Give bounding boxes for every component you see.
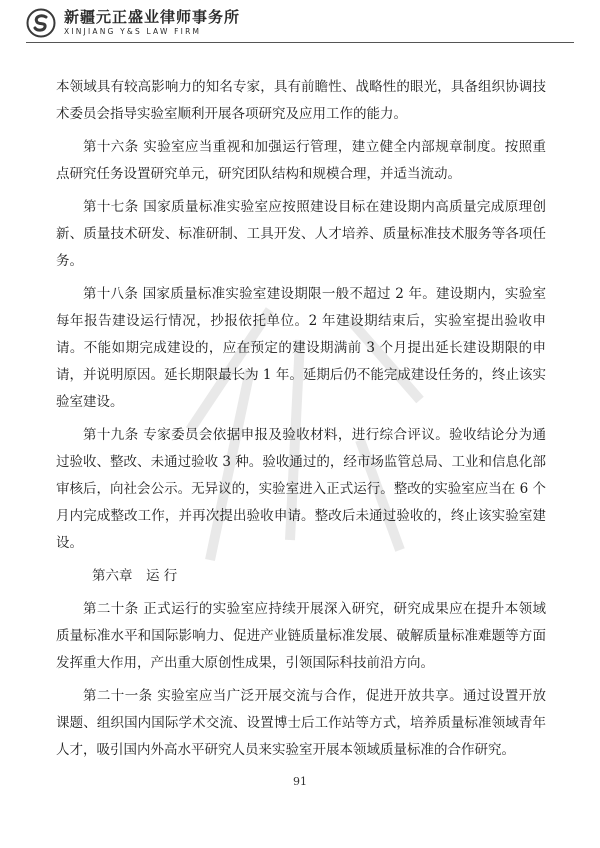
article-16: 第十六条 实验室应当重视和加强运行管理，建立健全内部规章制度。按照重点研究任务设置研究单元，研究团队结构和规模合理，并适当流动。 (56, 139, 546, 182)
article-17: 第十七条 国家质量标准实验室应按照建设目标在建设期内高质量完成原理创新、质量技术研发、标准研制、工具开发、人才培养、质量标准技术服务等各项任务。 (56, 199, 546, 269)
article-19: 第十九条 专家委员会依据申报及验收材料，进行综合评议。验收结论分为通过验收、整改、未通过验收 3 种。验收通过的，经市场监管总局、工业和信息化部审核后，向社会公示。无异议的，实验室进入正式运行。整改的实验室应当在 6 个月内完成整改工作，并再次提出验收申请。整改后未通过验收的，终止该实验室建设。 (56, 427, 546, 551)
firm-name-en: XINJIANG Y&S LAW FIRM (64, 27, 202, 37)
article-20: 第二十条 正式运行的实验室应持续开展深入研究，研究成果应在提升本领域质量标准水平和国际影响力、促进产业链质量标准发展、破解质量标准难题等方面发挥重大作用，产出重大原创性成果，引领国际科技前沿方向。 (56, 601, 546, 671)
article-21: 第二十一条 实验室应当广泛开展交流与合作，促进开放共享。通过设置开放课题、组织国内国际学术交流、设置博士后工作站等方式，培养质量标准领域青年人才，吸引国内外高水平研究人员来实验室开展本领域质量标准的合作研究。 (56, 688, 546, 758)
page-header (26, 6, 240, 40)
firm-logo-icon (26, 8, 56, 38)
page-number: 91 (293, 775, 307, 788)
chapter-heading: 第六章 运 行 (92, 568, 178, 584)
paragraph-continued: 本领域具有较高影响力的知名专家，具有前瞻性、战略性的眼光，具备组织协调技术委员会指导实验室顺利开展各项研究及应用工作的能力。 (56, 79, 546, 122)
document-body (56, 74, 546, 770)
article-18: 第十八条 国家质量标准实验室建设期限一般不超过 2 年。建设期内，实验室每年报告建设运行情况，抄报依托单位。2 年建设期结束后，实验室提出验收申请。不能如期完成建设的，应在预定的建设期满前 3 个月提出延长建设期限的申请，并说明原因。延长期限最长为 1 年。延期后仍不能完成建设任务的，终止该实验室建设。 (56, 286, 546, 410)
firm-name: 新疆元正盛业律师事务所 (64, 8, 241, 27)
firm-brand (64, 10, 240, 36)
header-divider (26, 42, 574, 43)
